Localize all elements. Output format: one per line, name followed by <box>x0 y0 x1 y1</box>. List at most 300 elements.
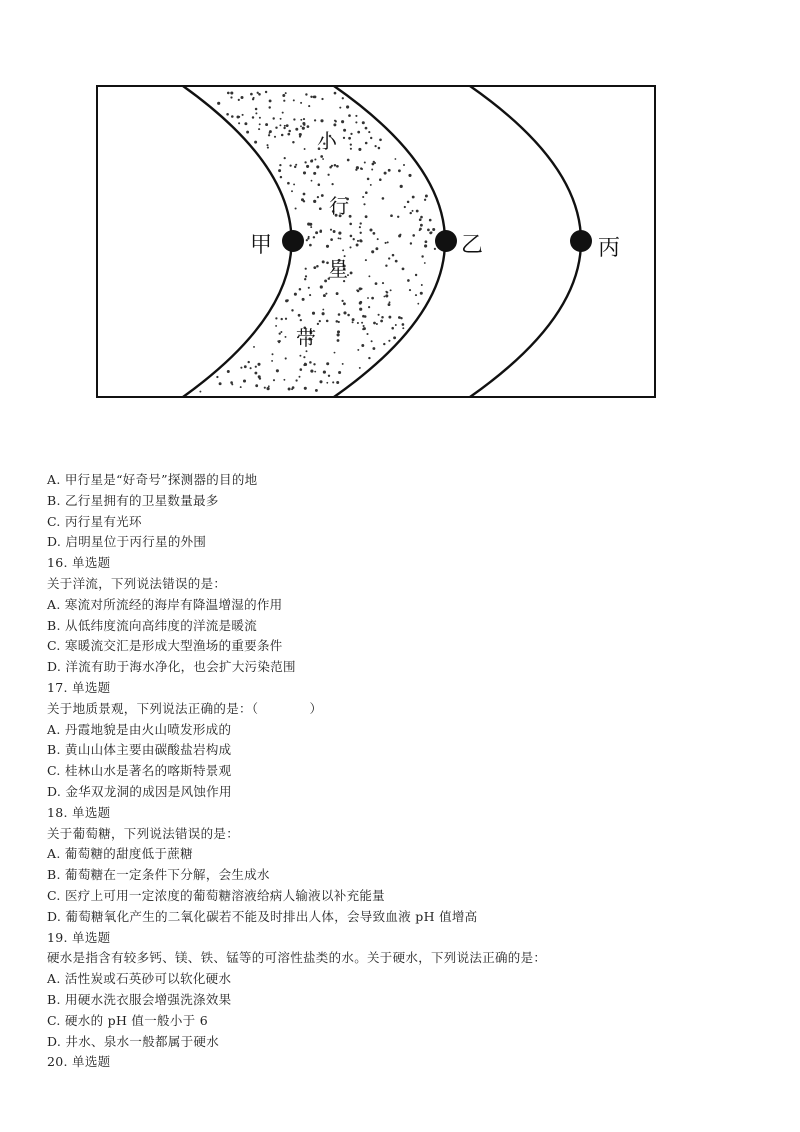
asteroid-dot <box>388 316 391 319</box>
asteroid-dot <box>334 352 336 354</box>
asteroid-dot <box>304 363 307 366</box>
asteroid-dot <box>279 164 281 166</box>
asteroid-dot <box>410 242 412 244</box>
asteroid-dot <box>359 287 362 290</box>
orbit-yi <box>334 86 445 397</box>
asteroid-dot <box>244 365 247 368</box>
asteroid-dot <box>255 108 258 111</box>
asteroid-dot <box>343 311 346 314</box>
asteroid-dot <box>284 157 286 159</box>
asteroid-dot <box>227 92 230 95</box>
asteroid-dot <box>300 125 302 127</box>
asteroid-dot <box>293 99 295 101</box>
asteroid-dot <box>383 343 385 345</box>
asteroid-dot <box>314 119 316 121</box>
asteroid-dot <box>342 249 344 251</box>
asteroid-dot <box>335 120 337 122</box>
asteroid-dot <box>412 234 415 237</box>
asteroid-dot <box>368 275 370 277</box>
asteroid-dot <box>199 391 201 393</box>
asteroid-dot <box>292 386 295 389</box>
asteroid-dot <box>295 128 298 131</box>
option-item: C. 寒暖流交汇是形成大型渔场的重要条件 <box>47 638 283 654</box>
option-item: A. 甲行星是“好奇号”探测器的目的地 <box>47 472 258 487</box>
asteroid-dot <box>319 380 322 383</box>
asteroid-dot <box>318 183 321 186</box>
asteroid-dot <box>299 376 301 378</box>
asteroid-dot <box>306 350 308 352</box>
label-jia: 甲 <box>250 233 273 258</box>
asteroid-dot <box>285 318 287 320</box>
asteroid-dot <box>269 130 272 133</box>
asteroid-dot <box>353 238 355 240</box>
asteroid-dot <box>273 117 275 119</box>
asteroid-dot <box>254 141 257 144</box>
asteroid-dot <box>337 330 340 333</box>
asteroid-dot <box>384 172 387 175</box>
asteroid-dot <box>386 291 388 293</box>
asteroid-dot <box>268 106 270 108</box>
asteroid-dot <box>272 353 274 355</box>
asteroid-dot <box>365 191 368 194</box>
asteroid-dot <box>320 285 323 288</box>
asteroid-dot <box>312 312 315 315</box>
asteroid-dot <box>371 297 374 300</box>
asteroid-dot <box>332 381 334 383</box>
asteroid-dot <box>311 159 313 161</box>
asteroid-dot <box>322 158 324 160</box>
question-header: 20. 单选题 <box>47 1054 111 1070</box>
asteroid-dot <box>358 148 361 151</box>
asteroid-dot <box>257 92 259 94</box>
asteroid-dot <box>299 288 302 291</box>
asteroid-dot <box>402 327 404 329</box>
belt-char-2: 行 <box>329 194 349 218</box>
planet-jia <box>282 230 304 252</box>
asteroid-dot <box>343 302 346 305</box>
asteroid-dot <box>248 361 250 363</box>
asteroid-dot <box>298 314 301 317</box>
asteroid-dot <box>310 96 312 98</box>
asteroid-dot <box>314 158 316 160</box>
asteroid-dot <box>350 235 353 238</box>
asteroid-dot <box>257 363 260 366</box>
asteroid-dot <box>349 215 352 218</box>
asteroid-dot <box>279 332 281 334</box>
asteroid-dot <box>288 388 291 391</box>
asteroid-dot <box>415 294 417 296</box>
asteroid-dot <box>364 315 367 318</box>
asteroid-dot <box>286 299 288 301</box>
option-item: C. 丙行星有光环 <box>47 513 142 529</box>
asteroid-dot <box>343 137 345 139</box>
asteroid-dot <box>366 333 368 335</box>
asteroid-dot <box>313 266 316 269</box>
asteroid-dot <box>285 92 287 94</box>
asteroid-dot <box>403 164 405 166</box>
asteroid-dot <box>348 114 351 117</box>
asteroid-dot <box>302 127 305 130</box>
asteroid-dot <box>425 240 428 243</box>
asteroid-dot <box>282 112 284 114</box>
asteroid-dot <box>282 94 285 97</box>
question-stem: 关于地质景观，下列说法正确的是：（ ） <box>47 700 323 716</box>
asteroid-dot <box>355 121 357 123</box>
asteroid-dot <box>350 148 352 150</box>
asteroid-dot <box>319 320 321 322</box>
asteroid-dot <box>327 174 329 176</box>
asteroid-dot <box>266 144 268 146</box>
asteroid-dot <box>363 203 365 205</box>
asteroid-dot <box>328 375 330 377</box>
asteroid-dot <box>304 161 306 163</box>
asteroid-dot <box>347 314 350 317</box>
figure-svg <box>0 0 800 420</box>
asteroid-dot <box>255 366 257 368</box>
asteroid-dot <box>424 244 427 247</box>
option-item: A. 寒流对所流经的海岸有降温增湿的作用 <box>47 596 283 612</box>
asteroid-dot <box>348 137 351 140</box>
asteroid-dot <box>258 128 260 130</box>
asteroid-dot <box>361 322 363 324</box>
asteroid-dot <box>346 105 349 108</box>
option-item: A. 丹霞地貌是由火山喷发形成的 <box>47 721 232 737</box>
asteroid-dot <box>333 230 336 233</box>
asteroid-dot <box>362 196 364 198</box>
asteroid-dot <box>307 223 310 226</box>
asteroid-dot <box>255 384 258 387</box>
asteroid-dot <box>398 235 401 238</box>
asteroid-dot <box>305 268 307 270</box>
asteroid-dot <box>217 102 220 105</box>
option-item: B. 从低纬度流向高纬度的洋流是暖流 <box>47 617 258 633</box>
asteroid-dot <box>284 125 286 127</box>
asteroid-dot <box>336 381 339 384</box>
asteroid-dot <box>230 96 232 98</box>
asteroid-dot <box>321 194 324 197</box>
belt-char-1: 小 <box>317 129 337 153</box>
asteroid-dot <box>295 164 297 166</box>
asteroid-dot <box>382 282 384 284</box>
asteroid-dot <box>342 363 344 365</box>
label-bing: 丙 <box>598 236 621 261</box>
asteroid-dot <box>253 346 255 348</box>
asteroid-dot <box>313 236 315 238</box>
asteroid-dot <box>388 340 390 342</box>
question-header: 17. 单选题 <box>47 679 111 695</box>
asteroid-dot <box>283 127 285 129</box>
option-item: B. 乙行星拥有的卫星数量最多 <box>47 492 219 508</box>
asteroid-dot <box>400 185 403 188</box>
asteroid-dot <box>388 169 391 172</box>
asteroid-dot <box>359 226 361 228</box>
asteroid-dot <box>371 250 374 253</box>
asteroid-dot <box>320 155 323 158</box>
asteroid-dot <box>338 371 341 374</box>
asteroid-dot <box>421 255 423 257</box>
asteroid-dot <box>337 339 340 342</box>
asteroid-dot <box>300 102 302 104</box>
asteroid-dot <box>373 322 376 325</box>
asteroid-dot <box>314 95 317 98</box>
asteroid-dot <box>285 336 287 338</box>
asteroid-dot <box>408 174 411 177</box>
asteroid-dot <box>429 219 432 222</box>
option-item: B. 黄山山体主要由碳酸盐岩构成 <box>47 742 232 758</box>
asteroid-dot <box>230 91 233 94</box>
asteroid-dot <box>308 105 310 107</box>
asteroid-dot <box>407 279 410 282</box>
asteroid-dot <box>288 130 291 133</box>
asteroid-dot <box>359 367 361 369</box>
option-item: B. 用硬水洗衣服会增强洗涤效果 <box>47 991 232 1007</box>
asteroid-dot <box>402 323 405 326</box>
asteroid-dot <box>258 375 261 378</box>
asteroid-dot <box>339 107 341 109</box>
asteroid-dot <box>427 229 430 232</box>
asteroid-dot <box>407 201 410 204</box>
asteroid-dot <box>432 228 435 231</box>
asteroid-dot <box>380 320 383 323</box>
asteroid-dot <box>216 376 218 378</box>
asteroid-dot <box>280 118 282 120</box>
asteroid-dot <box>305 275 307 277</box>
asteroid-dot <box>315 231 318 234</box>
asteroid-dot <box>357 322 359 324</box>
asteroid-dot <box>316 265 319 268</box>
asteroid-dot <box>419 229 421 231</box>
asteroid-dot <box>330 238 333 241</box>
asteroid-dot <box>306 165 309 168</box>
asteroid-dot <box>306 239 308 241</box>
asteroid-dot <box>240 367 242 369</box>
asteroid-dot <box>360 240 363 243</box>
asteroid-dot <box>424 262 426 264</box>
asteroid-dot <box>343 129 346 132</box>
asteroid-dot <box>300 319 302 321</box>
asteroid-dot <box>338 237 340 239</box>
asteroid-dot <box>375 247 378 250</box>
asteroid-dot <box>352 318 355 321</box>
asteroid-dot <box>265 123 268 126</box>
asteroid-dot <box>377 238 379 240</box>
asteroid-dot <box>250 93 253 96</box>
asteroid-dot <box>309 361 312 364</box>
belt-char-4: 带 <box>296 326 316 350</box>
asteroid-dot <box>315 389 318 392</box>
asteroid-dot <box>303 118 305 120</box>
asteroid-dot <box>304 278 306 280</box>
asteroid-dot <box>357 349 359 351</box>
option-item: A. 活性炭或石英砂可以软化硬水 <box>47 971 232 987</box>
asteroid-dot <box>336 292 339 295</box>
asteroid-dot <box>254 372 257 375</box>
asteroid-dot <box>287 133 290 136</box>
asteroid-dot <box>322 309 324 311</box>
asteroid-dot <box>302 122 305 125</box>
asteroid-dot <box>317 196 319 198</box>
asteroid-dot <box>372 347 375 350</box>
asteroid-dot <box>241 96 244 99</box>
asteroid-dot <box>349 246 351 248</box>
asteroid-dot <box>324 279 327 282</box>
asteroid-dot <box>398 169 401 172</box>
asteroid-dot <box>417 303 419 305</box>
asteroid-dot <box>326 245 329 248</box>
asteroid-dot <box>360 232 362 234</box>
asteroid-dot <box>359 308 362 311</box>
asteroid-dot <box>308 236 310 238</box>
asteroid-dot <box>392 254 395 257</box>
asteroid-dot <box>255 112 257 114</box>
asteroid-dot <box>291 190 293 192</box>
asteroid-dot <box>310 226 312 228</box>
asteroid-dot <box>274 136 276 138</box>
asteroid-dot <box>302 298 305 301</box>
asteroid-dot <box>305 93 307 95</box>
asteroid-dot <box>264 387 266 389</box>
asteroid-dot <box>242 114 244 116</box>
question-stem: 关于洋流，下列说法错误的是： <box>47 575 227 591</box>
option-item: A. 葡萄糖的甜度低于蔗糖 <box>47 846 193 862</box>
asteroid-dot <box>355 115 357 117</box>
asteroid-dot <box>336 165 339 168</box>
asteroid-dot <box>275 126 277 128</box>
asteroid-dot <box>341 120 344 123</box>
asteroid-dot <box>309 294 311 296</box>
question-header: 19. 单选题 <box>47 929 111 945</box>
asteroid-dot <box>393 336 396 339</box>
option-item: C. 硬水的 pH 值一般小于 6 <box>47 1012 208 1028</box>
asteroid-dot <box>230 381 233 384</box>
asteroid-dot <box>321 98 323 100</box>
asteroid-dot <box>420 292 423 295</box>
asteroid-dot <box>412 210 414 212</box>
asteroid-dot <box>409 289 411 291</box>
asteroid-dot <box>236 115 239 118</box>
asteroid-dot <box>420 216 423 219</box>
asteroid-dot <box>376 323 378 325</box>
asteroid-dot <box>356 244 359 247</box>
asteroid-dot <box>404 206 406 208</box>
asteroid-dot <box>421 284 423 286</box>
asteroid-dot <box>333 123 336 126</box>
asteroid-dot <box>317 323 319 325</box>
asteroid-dot <box>238 99 240 101</box>
asteroid-dot <box>231 115 234 118</box>
asteroid-dot <box>385 242 387 244</box>
asteroid-dot <box>371 340 373 342</box>
orbit-jia <box>183 86 292 397</box>
asteroid-dot <box>390 289 392 291</box>
asteroid-dot <box>253 97 255 99</box>
question-header: 18. 单选题 <box>47 804 111 820</box>
asteroid-dot <box>313 200 316 203</box>
asteroid-dot <box>367 297 369 299</box>
asteroid-dot <box>350 143 352 145</box>
asteroid-dot <box>350 133 352 135</box>
option-item: C. 医疗上可用一定浓度的葡萄糖溶液给病人输液以补充能量 <box>47 887 385 903</box>
asteroid-dot <box>365 142 368 145</box>
asteroid-dot <box>338 313 341 316</box>
option-item: B. 葡萄糖在一定条件下分解，会生成水 <box>47 867 270 883</box>
asteroid-dot <box>370 137 372 139</box>
asteroid-dot <box>385 294 388 297</box>
option-item: D. 洋流有助于海水净化，也会扩大污染范围 <box>47 659 296 675</box>
asteroid-dot <box>410 212 412 214</box>
asteroid-dot <box>361 344 364 347</box>
asteroid-dot <box>331 165 333 167</box>
asteroid-dot <box>244 122 247 125</box>
asteroid-dot <box>367 178 370 181</box>
asteroid-dot <box>378 314 380 316</box>
asteroid-dot <box>338 232 341 235</box>
asteroid-dot <box>357 240 359 242</box>
asteroid-dot <box>323 371 326 374</box>
orbit-bing <box>470 86 581 397</box>
question-stem: 关于葡萄糖，下列说法错误的是： <box>47 825 240 841</box>
asteroid-dot <box>419 218 422 221</box>
asteroid-dot <box>390 214 393 217</box>
asteroid-dot <box>388 303 391 306</box>
asteroid-dot <box>365 215 368 218</box>
asteroid-dot <box>320 119 323 122</box>
asteroid-dot <box>258 93 261 96</box>
asteroid-dot <box>311 180 313 182</box>
asteroid-dot <box>227 370 230 373</box>
asteroid-dot <box>295 379 297 381</box>
question-list <box>47 470 767 1073</box>
asteroid-dot <box>293 118 295 120</box>
asteroid-dot <box>219 382 222 385</box>
asteroid-dot <box>278 341 280 343</box>
asteroid-dot <box>238 122 240 124</box>
asteroid-dot <box>378 147 381 150</box>
option-item: D. 井水、泉水一般都属于硬水 <box>47 1033 220 1049</box>
asteroid-dot <box>331 183 333 185</box>
asteroid-dot <box>387 241 389 243</box>
asteroid-dot <box>319 230 322 233</box>
asteroid-dot <box>278 169 281 172</box>
asteroid-dot <box>395 260 398 263</box>
asteroid-dot <box>252 116 254 118</box>
asteroid-dot <box>303 171 306 174</box>
asteroid-dot <box>283 379 285 381</box>
asteroid-dot <box>363 325 365 327</box>
asteroid-dot <box>434 248 436 250</box>
asteroid-dot <box>412 196 415 199</box>
asteroid-dot <box>246 131 249 134</box>
asteroid-dot <box>292 141 294 143</box>
asteroid-dot <box>430 231 432 233</box>
asteroid-dot <box>402 268 405 271</box>
asteroid-dot <box>289 164 291 166</box>
asteroid-dot <box>379 178 382 181</box>
option-item: D. 葡萄糖氧化产生的二氧化碳若不能及时排出人体，会导致血液 pH 值增高 <box>47 908 478 924</box>
asteroid-dot <box>280 331 282 333</box>
belt-char-3: 星 <box>328 257 348 281</box>
asteroid-dot <box>271 360 273 362</box>
asteroid-dot <box>359 301 362 304</box>
label-yi: 乙 <box>461 233 484 258</box>
asteroid-dot <box>342 97 344 99</box>
asteroid-dot <box>310 370 313 373</box>
asteroid-dot <box>391 327 394 330</box>
asteroid-dot <box>398 316 401 319</box>
asteroid-dot <box>385 265 387 267</box>
asteroid-dot <box>299 355 301 357</box>
asteroid-dot <box>369 228 372 231</box>
